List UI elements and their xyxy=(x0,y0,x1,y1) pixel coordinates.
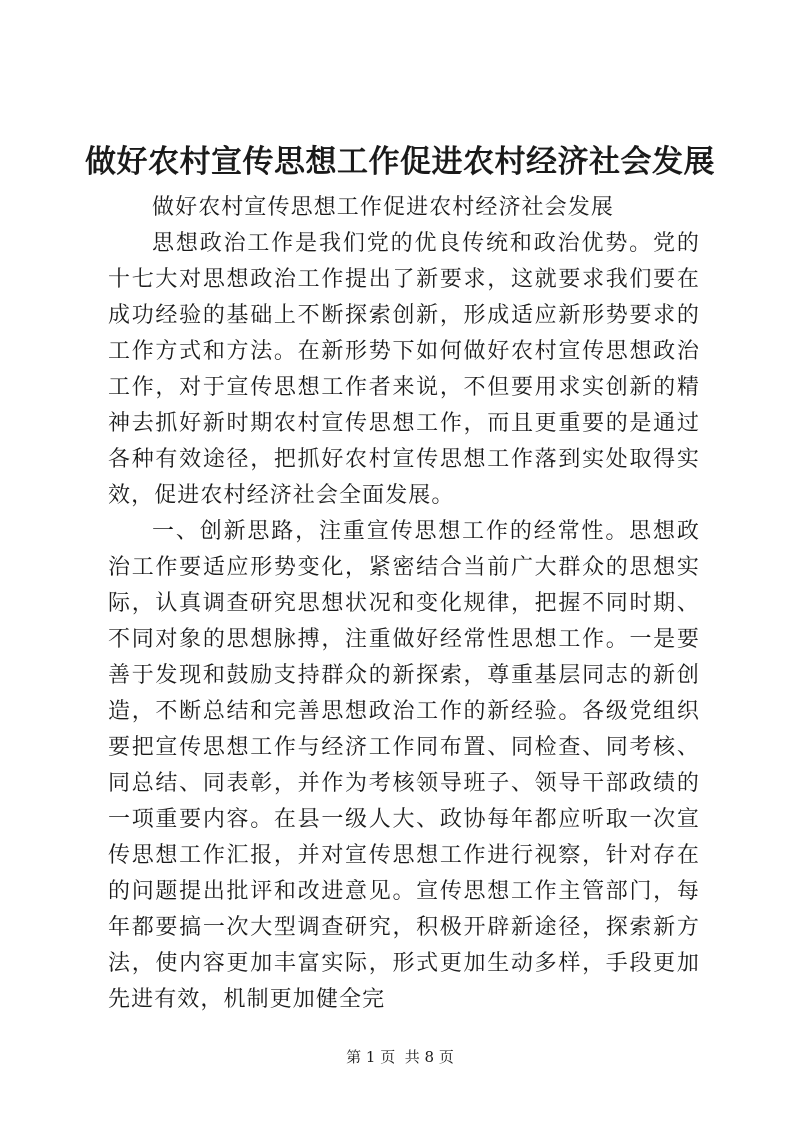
paragraph-section-one: 一、创新思路，注重宣传思想工作的经常性。思想政治工作要适应形势变化，紧密结合当前广大群众的思想实际，认真调查研究思想状况和变化规律，把握不同时期、不同对象的思想脉搏，注重做好经常性思想工作。一是要善于发现和鼓励支持群众的新探索，尊重基层同志的新创造，不断总结和完善思想政治工作的新经验。各级党组织要把宣传思想工作与经济工作同布置、同检查、同考核、同总结、同表彰，并作为考核领导班子、领导干部政绩的一项重要内容。在县一级人大、政协每年都应听取一次宣传思想工作汇报，并对宣传思想工作进行视察，针对存在的问题提出批评和改进意见。宣传思想工作主管部门，每年都要搞一次大型调查研究，积极开辟新途径，探索新方法，使内容更加丰富实际，形式更加生动多样，手段更加先进有效，机制更加健全完 xyxy=(108,519,700,1012)
page-footer xyxy=(0,1047,800,1067)
paragraph-intro: 思想政治工作是我们党的优良传统和政治优势。党的十七大对思想政治工作提出了新要求，这就要求我们要在成功经验的基础上不断探索创新，形成适应新形势要求的工作方式和方法。在新形势下如何做好农村宣传思想政治工作，对于宣传思想工作者来说，不但要用求实创新的精神去抓好新时期农村宣传思想工作，而且更重要的是通过各种有效途径，把抓好农村宣传思想工作落到实处取得实效，促进农村经济社会全面发展。 xyxy=(108,231,700,508)
document-title: 做好农村宣传思想工作促进农村经济社会发展 xyxy=(85,144,715,180)
document-body xyxy=(108,190,700,1018)
paragraph-subtitle: 做好农村宣传思想工作促进农村经济社会发展 xyxy=(152,195,615,220)
page-number-label: 第 1 页 共 8 页 xyxy=(346,1048,454,1066)
